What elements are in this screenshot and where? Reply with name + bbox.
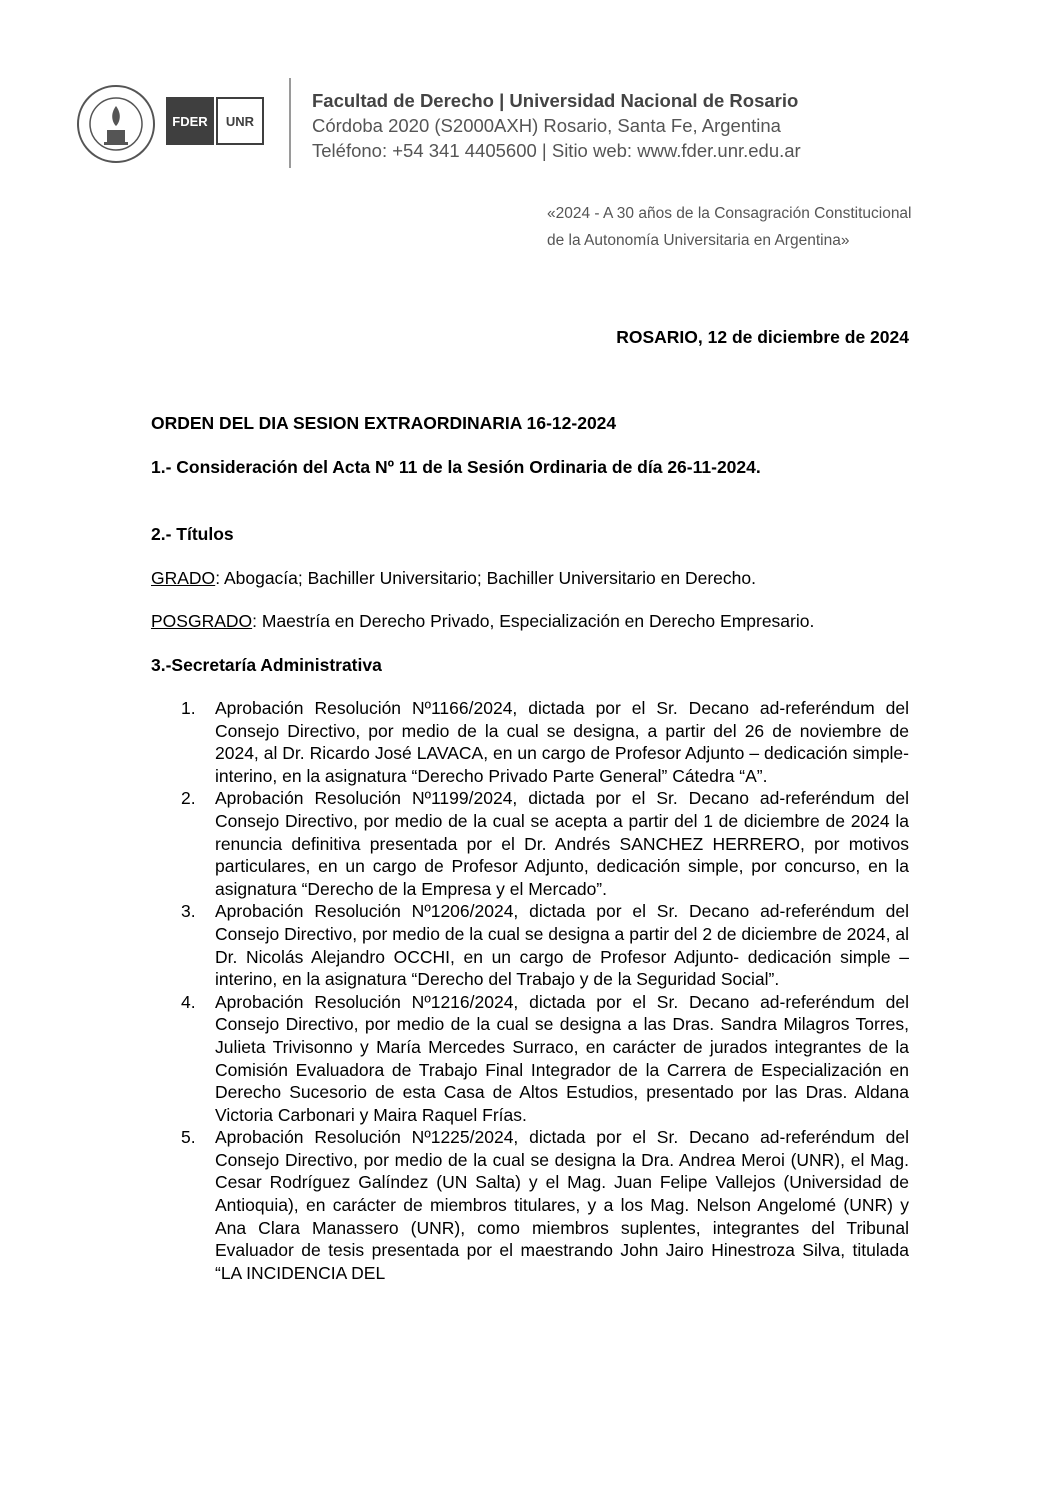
fder-logo: FDER <box>166 97 214 145</box>
institution-info <box>312 88 801 163</box>
grado-text: : Abogacía; Bachiller Universitario; Bachiller Universitario en Derecho. <box>215 568 756 588</box>
resolution-list <box>151 697 909 1284</box>
item-text: Aprobación Resolución Nº1225/2024, dictada por el Sr. Decano ad-referéndum del Consejo Directivo, por medio de la cual se designa la Dra. Andrea Meroi (UNR), el Mag. Cesar Rodríguez Galíndez (UN Salta) y el Mag. Juan Felipe Vallejos (Universidad de Antioquia), en carácter de miembros titulares, y a los Mag. Nelson Angelomé (UNR) y Ana Clara Manassero (UNR), como miembros suplentes, integrantes del Tribunal Evaluador de tesis presentada por el maestrando John Jairo Hinestroza Silva, titulada “LA INCIDENCIA DEL <box>215 1127 909 1283</box>
item-text: Aprobación Resolución Nº1206/2024, dictada por el Sr. Decano ad-referéndum del Consejo Directivo, por medio de la cual se designa a partir del 2 de diciembre de 2024, al Dr. Nicolás Alejandro OCCHI, en un cargo de Profesor Adjunto- dedicación simple – interino, en la asignatura “Derecho del Trabajo y de la Seguridad Social”. <box>215 901 909 990</box>
item-text: Aprobación Resolución Nº1166/2024, dictada por el Sr. Decano ad-referéndum del Consejo Directivo, por medio de la cual se designa, a partir del 26 de noviembre de 2024, al Dr. Ricardo José LAVACA, en un cargo de Profesor Adjunto – dedicación simple- interino, en la asignatura “Derecho Privado Parte General” Cátedra “A”. <box>215 698 909 786</box>
posgrado-label: POSGRADO <box>151 611 253 631</box>
section-secretaria: 3.-Secretaría Administrativa <box>151 655 382 675</box>
header-divider <box>289 78 291 168</box>
institution-contact: Teléfono: +54 341 4405600 | Sitio web: www.fder.unr.edu.ar <box>312 140 801 161</box>
institution-address: Córdoba 2020 (S2000AXH) Rosario, Santa Fe, Argentina <box>312 115 781 136</box>
item-number: 5. <box>181 1127 196 1148</box>
unr-logo: UNR <box>216 97 264 145</box>
document-title: ORDEN DEL DIA SESION EXTRAORDINARIA 16-12-2024 <box>151 413 617 433</box>
item-text: Aprobación Resolución Nº1199/2024, dictada por el Sr. Decano ad-referéndum del Consejo Directivo, por medio de la cual se acepta a partir del 1 de diciembre de 2024 la renuncia definitiva presentada por el Dr. Andrés SANCHEZ HERRERO, por motivos particulares, en un cargo de Profesor Adjunto, dedicación simple, por concurso, en la asignatura “Derecho de la Empresa y el Mercado”. <box>215 788 909 899</box>
item-number: 4. <box>181 991 196 1012</box>
item-number: 3. <box>181 901 196 922</box>
institution-name: Facultad de Derecho | Universidad Nacional de Rosario <box>312 90 799 111</box>
document-date: ROSARIO, 12 de diciembre de 2024 <box>616 327 909 347</box>
posgrado-text: : Maestría en Derecho Privado, Especialización en Derecho Empresario. <box>252 611 815 631</box>
letterhead <box>0 0 1059 260</box>
motto-line-2: de la Autonomía Universitaria en Argentina» <box>547 232 850 249</box>
grado-line <box>151 568 756 589</box>
list-item <box>151 787 909 900</box>
section-titulos: 2.- Títulos <box>151 524 234 544</box>
grado-label: GRADO <box>151 568 216 588</box>
agenda-item-1: 1.- Consideración del Acta Nº 11 de la Sesión Ordinaria de día 26-11-2024. <box>151 457 761 477</box>
university-seal-icon <box>76 84 156 164</box>
list-item <box>151 1126 909 1284</box>
list-item <box>151 991 909 1127</box>
posgrado-line <box>151 611 814 632</box>
item-number: 2. <box>181 788 196 809</box>
list-item <box>151 697 909 787</box>
motto-line-1: «2024 - A 30 años de la Consagración Constitucional <box>547 205 912 222</box>
motto <box>547 200 912 254</box>
item-number: 1. <box>181 698 196 718</box>
item-text: Aprobación Resolución Nº1216/2024, dictada por el Sr. Decano ad-referéndum del Consejo Directivo, por medio de la cual se designa a las Dras. Sandra Milagros Torres, Julieta Trivisonno y María Mercedes Surraco, en carácter de jurados integrantes de la Comisión Evaluadora de Trabajo Final Integrador de la Carrera de Especialización en Derecho Sucesorio de esta Casa de Altos Estudios, presentado por las Dras. Aldana Victoria Carbonari y Maira Raquel Frías. <box>215 991 909 1125</box>
list-item <box>151 900 909 990</box>
